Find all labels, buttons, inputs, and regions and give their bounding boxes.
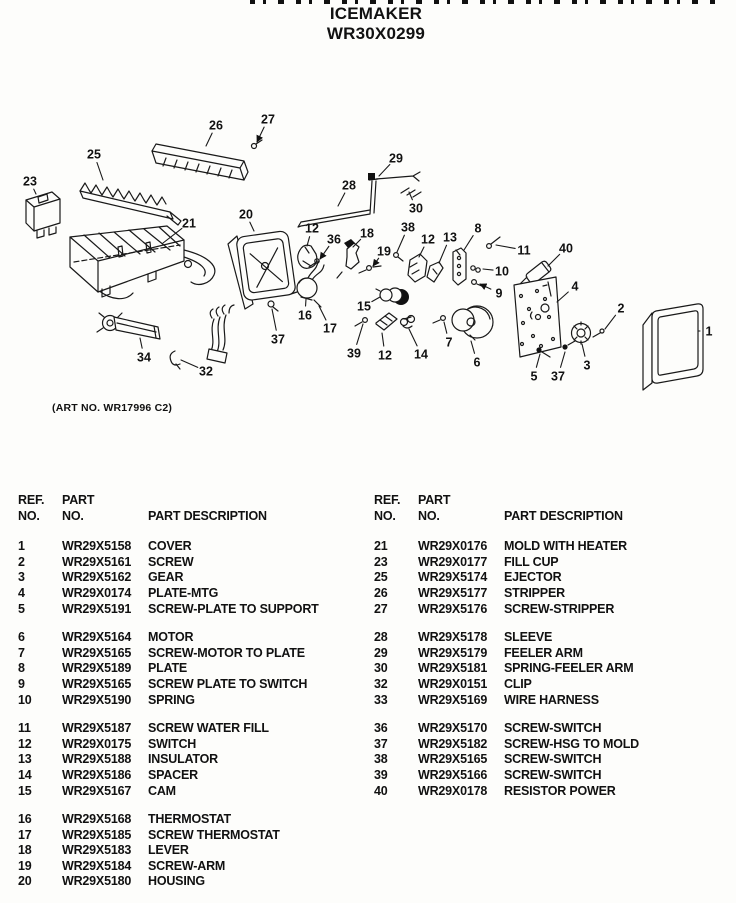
part-no-cell: WR29X0174 bbox=[62, 586, 148, 602]
part-no-cell: WR29X5189 bbox=[62, 661, 148, 677]
part-stripper bbox=[152, 144, 248, 180]
part-no-cell: WR29X0178 bbox=[418, 784, 504, 800]
callout-leader-line bbox=[483, 269, 493, 270]
part-callout-number: 2 bbox=[618, 302, 625, 316]
parts-group bbox=[374, 539, 732, 617]
parts-row bbox=[18, 602, 366, 618]
part-plate-mtg bbox=[514, 277, 561, 357]
part-description-cell: MOTOR bbox=[148, 630, 366, 646]
part-description-cell: SWITCH bbox=[148, 737, 366, 753]
part-description-cell: EJECTOR bbox=[504, 570, 732, 586]
parts-group bbox=[18, 630, 366, 708]
part-no-cell: WR29X5185 bbox=[62, 828, 148, 844]
part-description-cell: SPRING bbox=[148, 693, 366, 709]
part-description-cell: SCREW-SWITCH bbox=[504, 768, 732, 784]
part-description-cell: SCREW-SWITCH bbox=[504, 721, 732, 737]
ref-no-cell: 38 bbox=[374, 752, 418, 768]
parts-row bbox=[374, 721, 732, 737]
part-cam bbox=[376, 288, 409, 305]
art-number-note: (ART NO. WR17996 C2) bbox=[52, 402, 172, 414]
callout-leader-line bbox=[272, 309, 276, 330]
part-description-cell: SPRING-FEELER ARM bbox=[504, 661, 732, 677]
parts-row bbox=[374, 539, 732, 555]
parts-row bbox=[374, 586, 732, 602]
ref-no-cell: 15 bbox=[18, 784, 62, 800]
ref-no-cell: 4 bbox=[18, 586, 62, 602]
callout-leader-line bbox=[444, 322, 447, 333]
part-mold-with-heater bbox=[70, 226, 215, 299]
part-insulator bbox=[427, 262, 443, 282]
part-callout-number: 39 bbox=[347, 347, 361, 361]
parts-group bbox=[18, 812, 366, 890]
ref-no-cell: 13 bbox=[18, 752, 62, 768]
part-description-cell: FILL CUP bbox=[504, 555, 732, 571]
part-callout-number: 14 bbox=[414, 348, 428, 362]
parts-row bbox=[374, 693, 732, 709]
part-callout-number: 19 bbox=[377, 245, 391, 259]
parts-row bbox=[374, 602, 732, 618]
part-no-cell: WR29X5165 bbox=[62, 646, 148, 662]
part-description-cell: SLEEVE bbox=[504, 630, 732, 646]
parts-row bbox=[18, 768, 366, 784]
parts-row bbox=[18, 721, 366, 737]
part-no-cell: WR29X5166 bbox=[418, 768, 504, 784]
parts-table-right bbox=[374, 493, 732, 812]
parts-row bbox=[374, 737, 732, 753]
part-no-cell: WR29X5182 bbox=[418, 737, 504, 753]
part-no-cell: WR29X5179 bbox=[418, 646, 504, 662]
parts-row bbox=[18, 646, 366, 662]
part-screw-plate-to-switch bbox=[472, 280, 484, 287]
ref-no-cell: 29 bbox=[374, 646, 418, 662]
part-callout-number: 29 bbox=[389, 152, 403, 166]
part-description-cell: FEELER ARM bbox=[504, 646, 732, 662]
part-switch-upper bbox=[298, 245, 317, 268]
parts-row bbox=[374, 555, 732, 571]
part-clip bbox=[170, 351, 180, 369]
part-description-cell: SCREW-MOTOR TO PLATE bbox=[148, 646, 366, 662]
part-description-cell: MOLD WITH HEATER bbox=[504, 539, 732, 555]
part-callout-number: 40 bbox=[559, 242, 573, 256]
parts-group bbox=[18, 539, 366, 617]
part-description-cell: CAM bbox=[148, 784, 366, 800]
page-title: ICEMAKER bbox=[0, 4, 736, 24]
part-no-cell: WR29X5188 bbox=[62, 752, 148, 768]
part-no-cell: WR29X0177 bbox=[418, 555, 504, 571]
part-callout-number: 26 bbox=[209, 119, 223, 133]
part-callout-number: 32 bbox=[199, 365, 213, 379]
ref-no-cell: 10 bbox=[18, 693, 62, 709]
ref-no-cell: 18 bbox=[18, 843, 62, 859]
part-sleeve bbox=[298, 179, 378, 227]
ref-no-cell: 21 bbox=[374, 539, 418, 555]
ref-no-cell: 17 bbox=[18, 828, 62, 844]
parts-row bbox=[18, 812, 366, 828]
part-no-cell: WR29X5170 bbox=[418, 721, 504, 737]
part-callout-number: 37 bbox=[271, 333, 285, 347]
header-part-1: PART bbox=[418, 493, 504, 509]
part-spacer bbox=[401, 316, 415, 329]
callout-leader-line bbox=[439, 245, 446, 263]
part-no-cell: WR29X5177 bbox=[418, 586, 504, 602]
part-no-cell: WR29X0176 bbox=[418, 539, 504, 555]
part-description-cell: LEVER bbox=[148, 843, 366, 859]
part-no-cell: WR29X5165 bbox=[418, 752, 504, 768]
ref-no-cell: 36 bbox=[374, 721, 418, 737]
part-callout-number: 30 bbox=[409, 202, 423, 216]
part-description-cell: RESISTOR POWER bbox=[504, 784, 732, 800]
model-number: WR30X0299 bbox=[0, 24, 736, 44]
part-no-cell: WR29X5165 bbox=[62, 677, 148, 693]
callout-leader-line bbox=[140, 338, 142, 348]
part-no-cell: WR29X5167 bbox=[62, 784, 148, 800]
parts-row bbox=[374, 570, 732, 586]
part-callout-number: 5 bbox=[531, 370, 538, 384]
part-callout-number: 20 bbox=[239, 208, 253, 222]
part-no-cell: WR29X5178 bbox=[418, 630, 504, 646]
callout-leader-line bbox=[397, 235, 404, 252]
callout-leader-line bbox=[181, 360, 198, 367]
ref-no-cell: 2 bbox=[18, 555, 62, 571]
part-screw-37b bbox=[562, 341, 575, 350]
parts-row bbox=[374, 661, 732, 677]
callout-leader-line bbox=[206, 133, 212, 146]
part-screw-switch-39 bbox=[355, 318, 367, 326]
parts-row bbox=[18, 630, 366, 646]
ref-no-cell: 20 bbox=[18, 874, 62, 890]
parts-table-left bbox=[18, 493, 366, 903]
callout-leader-line bbox=[496, 245, 515, 248]
callout-leader-line bbox=[338, 193, 345, 206]
part-callout-number: 16 bbox=[298, 309, 312, 323]
ref-no-cell: 19 bbox=[18, 859, 62, 875]
part-callout-number: 7 bbox=[446, 336, 453, 350]
part-callout-number: 23 bbox=[23, 175, 37, 189]
part-callout-number: 12 bbox=[421, 233, 435, 247]
callout-leader-line bbox=[320, 246, 329, 259]
parts-group bbox=[374, 630, 732, 708]
callout-leader-line bbox=[464, 236, 473, 250]
parts-row bbox=[374, 768, 732, 784]
header-ref-2: NO. bbox=[18, 509, 62, 525]
part-description-cell: SCREW-HSG TO MOLD bbox=[504, 737, 732, 753]
parts-group bbox=[374, 721, 732, 799]
part-callout-number: 13 bbox=[443, 231, 457, 245]
header-desc: PART DESCRIPTION bbox=[148, 509, 366, 525]
part-no-cell: WR29X0175 bbox=[62, 737, 148, 753]
ref-no-cell: 28 bbox=[374, 630, 418, 646]
ref-no-cell: 6 bbox=[18, 630, 62, 646]
callout-leader-line bbox=[379, 165, 390, 176]
parts-row bbox=[18, 843, 366, 859]
part-callout-number: 6 bbox=[474, 356, 481, 370]
part-callout-number: 34 bbox=[137, 351, 151, 365]
parts-row bbox=[374, 677, 732, 693]
header-part-2: NO. bbox=[62, 509, 148, 525]
ref-no-cell: 16 bbox=[18, 812, 62, 828]
part-callout-number: 36 bbox=[327, 233, 341, 247]
part-callout-number: 28 bbox=[342, 179, 356, 193]
part-callout-number: 1 bbox=[706, 325, 713, 339]
part-description-cell: SCREW-PLATE TO SUPPORT bbox=[148, 602, 366, 618]
header-ref-1: REF. bbox=[18, 493, 62, 509]
parts-row bbox=[374, 784, 732, 800]
part-no-cell: WR29X5174 bbox=[418, 570, 504, 586]
part-description-cell: SPACER bbox=[148, 768, 366, 784]
ref-no-cell: 30 bbox=[374, 661, 418, 677]
callout-leader-line bbox=[357, 324, 363, 344]
parts-row bbox=[18, 539, 366, 555]
part-callout-number: 17 bbox=[323, 322, 337, 336]
parts-row bbox=[18, 555, 366, 571]
ref-no-cell: 11 bbox=[18, 721, 62, 737]
part-description-cell: SCREW-ARM bbox=[148, 859, 366, 875]
part-no-cell: WR29X5187 bbox=[62, 721, 148, 737]
ref-no-cell: 27 bbox=[374, 602, 418, 618]
callout-leader-line bbox=[319, 306, 326, 320]
part-no-cell: WR29X5162 bbox=[62, 570, 148, 586]
ref-no-cell: 12 bbox=[18, 737, 62, 753]
part-callout-number: 15 bbox=[357, 300, 371, 314]
callout-leader-line bbox=[548, 254, 560, 266]
part-no-cell: WR29X5190 bbox=[62, 693, 148, 709]
part-no-cell: WR29X5168 bbox=[62, 812, 148, 828]
parts-row bbox=[374, 752, 732, 768]
part-wire-harness bbox=[207, 305, 234, 363]
part-callout-number: 21 bbox=[182, 217, 196, 231]
parts-row bbox=[18, 784, 366, 800]
part-no-cell: WR29X5161 bbox=[62, 555, 148, 571]
part-callout-number: 11 bbox=[517, 244, 530, 258]
part-no-cell: WR29X5158 bbox=[62, 539, 148, 555]
part-screw-hsg-to-mold bbox=[268, 301, 278, 311]
part-description-cell: THERMOSTAT bbox=[148, 812, 366, 828]
ref-no-cell: 40 bbox=[374, 784, 418, 800]
parts-group bbox=[18, 721, 366, 799]
callout-leader-line bbox=[34, 189, 36, 194]
callout-leader-line bbox=[561, 352, 565, 367]
part-callout-number: 25 bbox=[87, 148, 101, 162]
part-screw-water-fill bbox=[487, 237, 500, 248]
callout-leader-line bbox=[409, 329, 417, 346]
ref-no-cell: 1 bbox=[18, 539, 62, 555]
header-ref-1: REF. bbox=[374, 493, 418, 509]
ref-no-cell: 5 bbox=[18, 602, 62, 618]
parts-row bbox=[374, 630, 732, 646]
parts-row bbox=[18, 693, 366, 709]
part-description-cell: SCREW-SWITCH bbox=[504, 752, 732, 768]
parts-row bbox=[374, 646, 732, 662]
header-part-2: NO. bbox=[418, 509, 504, 525]
part-callout-number: 9 bbox=[496, 287, 503, 301]
part-no-cell: WR29X5191 bbox=[62, 602, 148, 618]
part-description-cell: HOUSING bbox=[148, 874, 366, 890]
part-screw-2 bbox=[593, 329, 604, 337]
part-description-cell: STRIPPER bbox=[504, 586, 732, 602]
ref-no-cell: 33 bbox=[374, 693, 418, 709]
part-screw-arm bbox=[359, 266, 381, 273]
callout-leader-line bbox=[605, 315, 616, 329]
callout-leader-line bbox=[557, 292, 568, 302]
part-motor bbox=[452, 306, 493, 340]
part-switch-mid bbox=[408, 254, 427, 282]
parts-row bbox=[18, 586, 366, 602]
part-callout-number: 37 bbox=[551, 370, 565, 384]
part-plate bbox=[453, 248, 466, 285]
ref-no-cell: 26 bbox=[374, 586, 418, 602]
part-callout-number: 12 bbox=[305, 222, 319, 236]
part-description-cell: GEAR bbox=[148, 570, 366, 586]
part-description-cell: SCREW bbox=[148, 555, 366, 571]
part-no-cell: WR29X5176 bbox=[418, 602, 504, 618]
callout-leader-line bbox=[250, 222, 254, 231]
parts-row bbox=[18, 677, 366, 693]
part-no-cell: WR29X5183 bbox=[62, 843, 148, 859]
part-no-cell: WR29X5164 bbox=[62, 630, 148, 646]
part-spring bbox=[471, 266, 480, 272]
part-screw-switch-38 bbox=[394, 253, 403, 261]
parts-row bbox=[18, 828, 366, 844]
part-description-cell: SCREW THERMOSTAT bbox=[148, 828, 366, 844]
part-description-cell: SCREW PLATE TO SWITCH bbox=[148, 677, 366, 693]
part-description-cell: CLIP bbox=[504, 677, 732, 693]
parts-row bbox=[18, 752, 366, 768]
part-switch-lower bbox=[376, 313, 397, 330]
part-description-cell: INSULATOR bbox=[148, 752, 366, 768]
part-description-cell: SCREW WATER FILL bbox=[148, 721, 366, 737]
part-description-cell: PLATE-MTG bbox=[148, 586, 366, 602]
callout-leader-line bbox=[257, 127, 264, 142]
table-header bbox=[374, 493, 732, 524]
ref-no-cell: 14 bbox=[18, 768, 62, 784]
part-description-cell: PLATE bbox=[148, 661, 366, 677]
callout-leader-line bbox=[372, 297, 380, 302]
header-desc: PART DESCRIPTION bbox=[504, 509, 732, 525]
ref-no-cell: 8 bbox=[18, 661, 62, 677]
callout-leader-line bbox=[582, 344, 585, 356]
part-description-cell: SCREW-STRIPPER bbox=[504, 602, 732, 618]
part-no-cell: WR29X5186 bbox=[62, 768, 148, 784]
callout-leader-line bbox=[97, 163, 103, 180]
part-callout-number: 12 bbox=[378, 349, 392, 363]
part-no-cell: WR29X5184 bbox=[62, 859, 148, 875]
callout-leader-line bbox=[382, 333, 384, 346]
header-part-1: PART bbox=[62, 493, 148, 509]
part-callout-number: 38 bbox=[401, 221, 415, 235]
part-callout-number: 3 bbox=[584, 359, 591, 373]
part-cover bbox=[643, 304, 703, 390]
part-no-cell: WR29X5181 bbox=[418, 661, 504, 677]
parts-row bbox=[18, 570, 366, 586]
part-callout-number: 27 bbox=[261, 113, 275, 127]
ref-no-cell: 23 bbox=[374, 555, 418, 571]
ref-no-cell: 7 bbox=[18, 646, 62, 662]
part-description-cell: COVER bbox=[148, 539, 366, 555]
part-ejector bbox=[80, 183, 181, 225]
ref-no-cell: 39 bbox=[374, 768, 418, 784]
callout-leader-line bbox=[471, 341, 475, 353]
header-ref-2: NO. bbox=[374, 509, 418, 525]
ref-no-cell: 9 bbox=[18, 677, 62, 693]
callout-leader-line bbox=[373, 258, 379, 266]
parts-row bbox=[18, 874, 366, 890]
part-no-cell: WR29X0151 bbox=[418, 677, 504, 693]
ref-no-cell: 37 bbox=[374, 737, 418, 753]
part-callout-number: 4 bbox=[572, 280, 579, 294]
parts-row bbox=[18, 859, 366, 875]
part-fill-cup bbox=[26, 192, 60, 238]
ref-no-cell: 25 bbox=[374, 570, 418, 586]
part-callout-number: 8 bbox=[475, 222, 482, 236]
part-no-cell: WR29X5180 bbox=[62, 874, 148, 890]
part-tube bbox=[97, 313, 160, 339]
callout-leader-line bbox=[536, 354, 540, 367]
part-callout-number: 18 bbox=[360, 227, 374, 241]
part-housing bbox=[228, 230, 296, 309]
ref-no-cell: 3 bbox=[18, 570, 62, 586]
table-header bbox=[18, 493, 366, 524]
parts-row bbox=[18, 661, 366, 677]
ref-no-cell: 32 bbox=[374, 677, 418, 693]
part-callout-number: 10 bbox=[495, 265, 509, 279]
part-description-cell: WIRE HARNESS bbox=[504, 693, 732, 709]
part-no-cell: WR29X5169 bbox=[418, 693, 504, 709]
parts-row bbox=[18, 737, 366, 753]
